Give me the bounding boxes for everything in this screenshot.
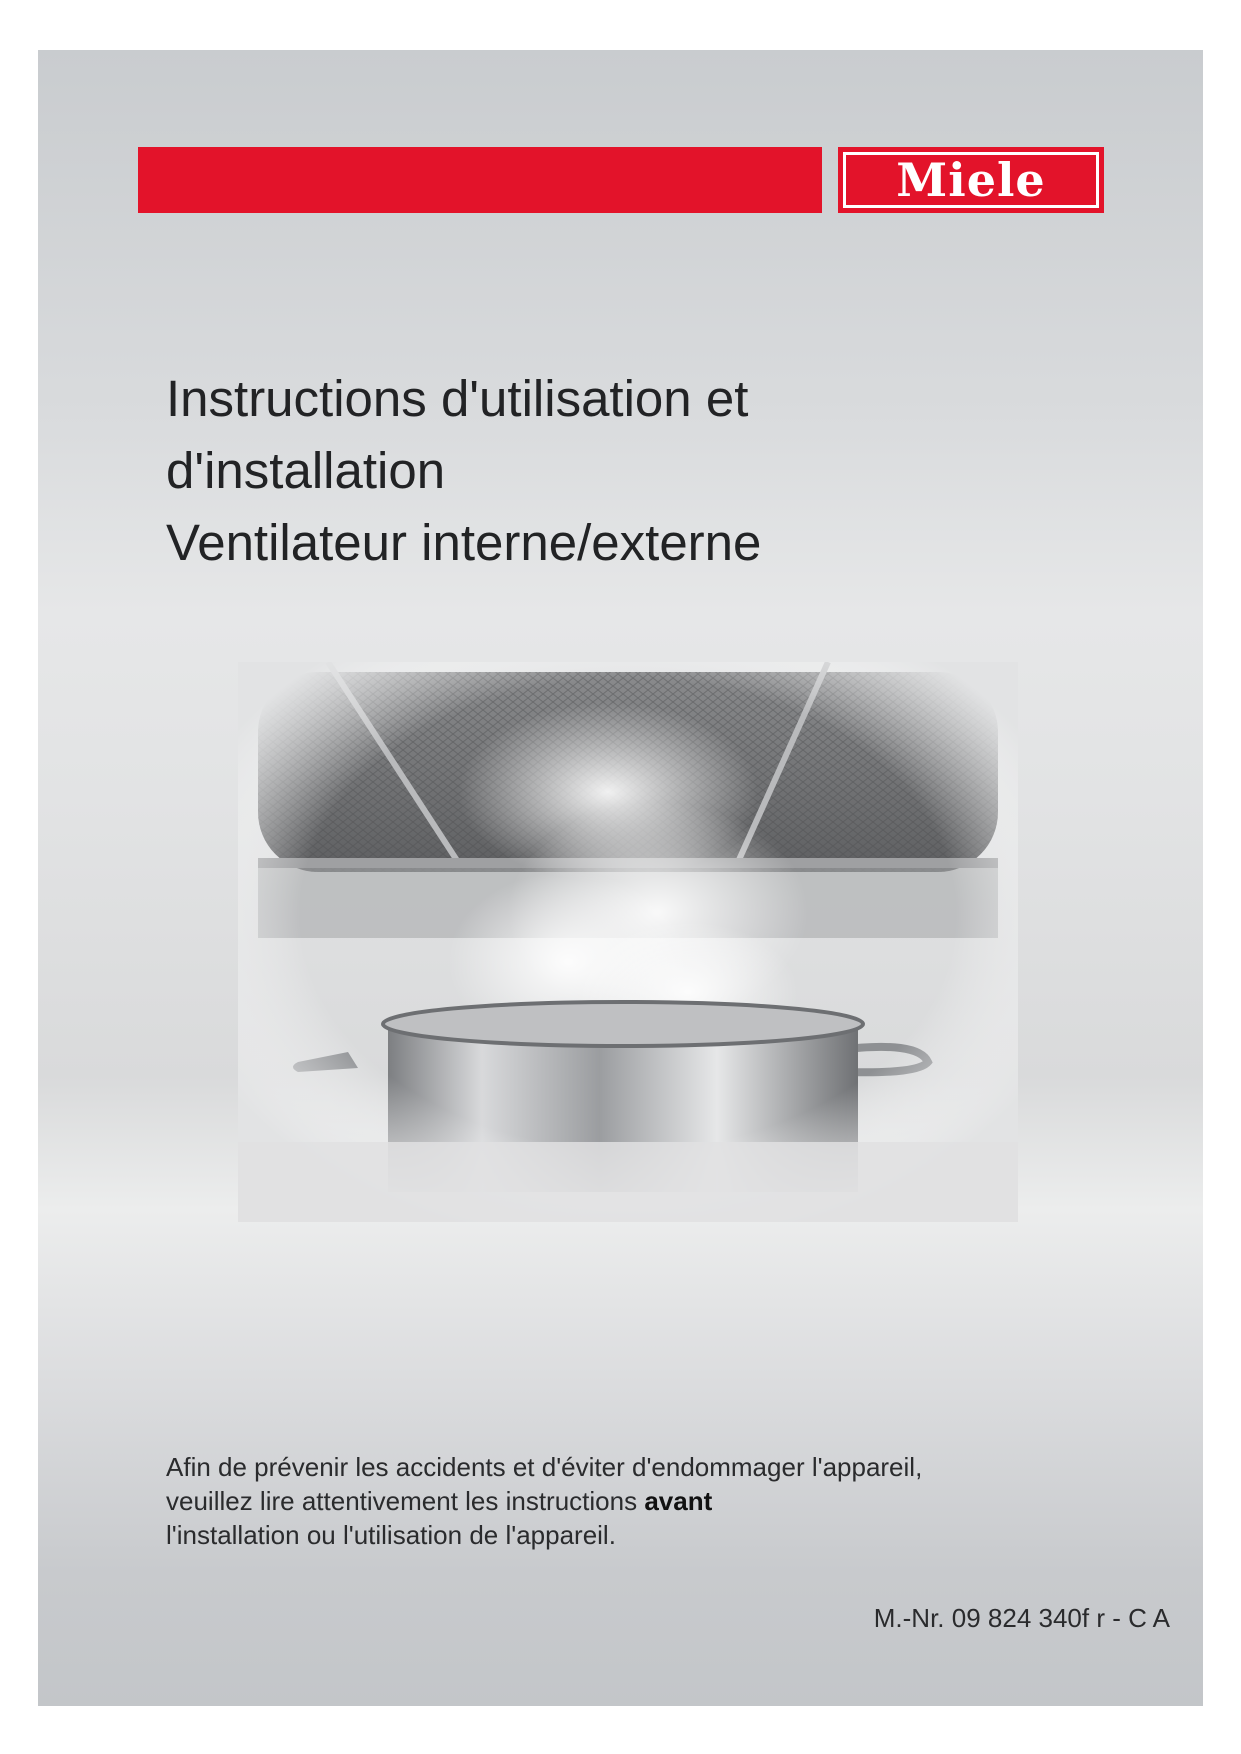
notice-line-2 bbox=[166, 1484, 922, 1518]
notice-line-1: Afin de prévenir les accidents et d'éviter d'endommager l'appareil, bbox=[166, 1452, 923, 1482]
brand-red-bar bbox=[138, 147, 822, 213]
notice-line-2-text: veuillez lire attentivement les instructions bbox=[166, 1486, 645, 1516]
logo-frame bbox=[843, 152, 1099, 208]
model-number: M.-Nr. 09 824 340f r - C A bbox=[873, 1603, 1170, 1633]
notice-emphasis: avant bbox=[644, 1486, 713, 1516]
title-line-2: d'installation bbox=[166, 442, 446, 499]
logo-text: Miele bbox=[896, 153, 1046, 207]
document-title bbox=[166, 363, 761, 579]
title-line-3: Ventilateur interne/externe bbox=[166, 514, 762, 571]
title-line-1: Instructions d'utilisation et bbox=[166, 370, 749, 427]
steaming-pot-illustration bbox=[238, 662, 1018, 1222]
document-cover bbox=[38, 50, 1203, 1706]
notice-line-3: l'installation ou l'utilisation de l'appareil. bbox=[166, 1520, 616, 1550]
safety-notice bbox=[166, 1450, 922, 1552]
miele-logo bbox=[838, 147, 1104, 213]
